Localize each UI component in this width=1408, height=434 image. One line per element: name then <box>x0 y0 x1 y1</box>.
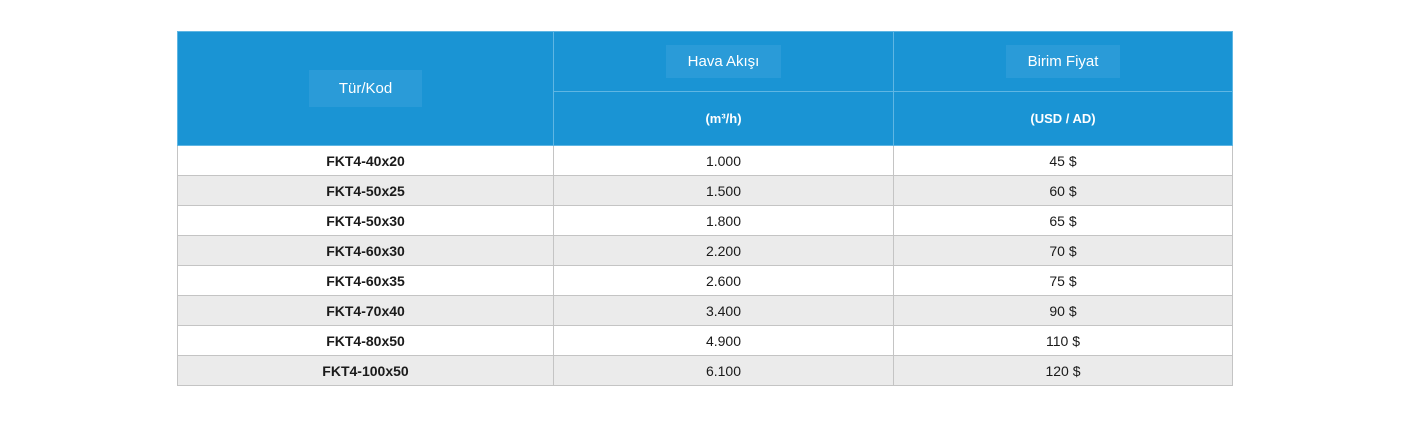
cell-price: 65 $ <box>894 206 1233 236</box>
table-row <box>178 356 1233 386</box>
cell-price: 120 $ <box>894 356 1233 386</box>
cell-price: 60 $ <box>894 176 1233 206</box>
cell-airflow: 6.100 <box>554 356 894 386</box>
table-row <box>178 236 1233 266</box>
cell-airflow: 3.400 <box>554 296 894 326</box>
cell-code: FKT4-50x30 <box>178 206 554 236</box>
cell-airflow: 4.900 <box>554 326 894 356</box>
cell-code: FKT4-50x25 <box>178 176 554 206</box>
cell-price: 70 $ <box>894 236 1233 266</box>
cell-price: 75 $ <box>894 266 1233 296</box>
header-price <box>894 32 1233 92</box>
header-code <box>178 32 554 146</box>
cell-code: FKT4-80x50 <box>178 326 554 356</box>
header-airflow-label: Hava Akışı <box>666 45 782 78</box>
cell-code: FKT4-60x35 <box>178 266 554 296</box>
table-row <box>178 326 1233 356</box>
header-price-unit: (USD / AD) <box>894 92 1233 146</box>
cell-price: 110 $ <box>894 326 1233 356</box>
cell-airflow: 2.200 <box>554 236 894 266</box>
cell-airflow: 1.800 <box>554 206 894 236</box>
price-table <box>177 31 1233 386</box>
cell-code: FKT4-100x50 <box>178 356 554 386</box>
table-row <box>178 296 1233 326</box>
table-row <box>178 266 1233 296</box>
header-row <box>178 32 1233 92</box>
cell-airflow: 2.600 <box>554 266 894 296</box>
header-price-label: Birim Fiyat <box>1006 45 1121 78</box>
cell-airflow: 1.000 <box>554 146 894 176</box>
header-airflow-unit: (m³/h) <box>554 92 894 146</box>
cell-price: 45 $ <box>894 146 1233 176</box>
cell-code: FKT4-70x40 <box>178 296 554 326</box>
header-code-label: Tür/Kod <box>309 70 422 107</box>
table-row <box>178 176 1233 206</box>
cell-code: FKT4-40x20 <box>178 146 554 176</box>
cell-code: FKT4-60x30 <box>178 236 554 266</box>
table-row <box>178 146 1233 176</box>
cell-airflow: 1.500 <box>554 176 894 206</box>
table-row <box>178 206 1233 236</box>
header-airflow <box>554 32 894 92</box>
cell-price: 90 $ <box>894 296 1233 326</box>
